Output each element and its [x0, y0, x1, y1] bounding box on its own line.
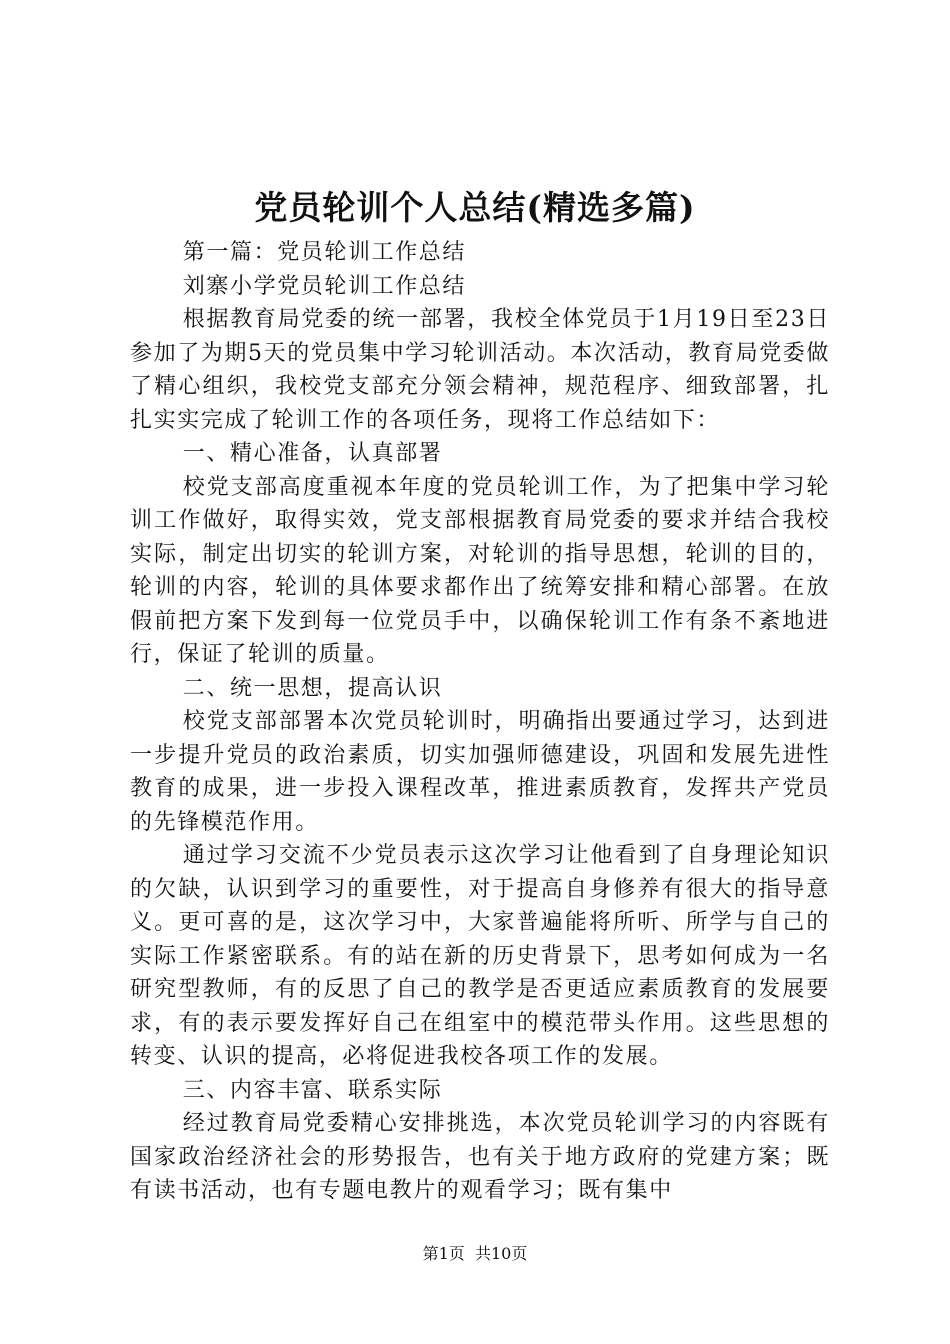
- section-heading: 一、精心准备，认真部署: [182, 441, 443, 466]
- paragraph: 经过教育局党委精心安排挑选，本次党员轮训学习的内容既有国家政治经济社会的形势报告，也有关于地方政府的党建方案；既有读书活动，也有专题电教片的观看学习；既有集中: [130, 1111, 830, 1203]
- page-total: 共10页: [474, 1244, 528, 1263]
- document-title: 党员轮训个人总结(精选多篇): [254, 188, 696, 227]
- document-body: [130, 236, 830, 1208]
- paragraph: 校党支部部署本次党员轮训时，明确指出要通过学习，达到进一步提升党员的政治素质，切实加强师德建设，巩固和发展先进性教育的成果，进一步投入课程改革，推进素质教育，发挥共产党员的先锋模范作用。: [130, 709, 830, 835]
- paragraph: 校党支部高度重视本年度的党员轮训工作，为了把集中学习轮训工作做好，取得实效，党支部根据教育局党委的要求并结合我校实际，制定出切实的轮训方案，对轮训的指导思想，轮训的目的，轮训的内容，轮训的具体要求都作出了统筹安排和精心部署。在放假前把方案下发到每一位党员手中，以确保轮训工作有条不紊地进行，保证了轮训的质量。: [130, 474, 830, 667]
- section-heading: 二、统一思想，提高认识: [182, 675, 443, 701]
- section-heading: 第一篇：党员轮训工作总结: [182, 240, 466, 265]
- section-heading: 三、内容丰富、联系实际: [182, 1077, 443, 1103]
- paragraph: 通过学习交流不少党员表示这次学习让他看到了自身理论知识的欠缺，认识到学习的重要性，对于提高自身修养有很大的指导意义。更可喜的是，这次学习中，大家普遍能将所听、所学与自己的实际工作紧密联系。有的站在新的历史背景下，思考如何成为一名研究型教师，有的反思了自己的教学是否更适应素质教育的发展要求，有的表示要发挥好自己在组室中的模范带头作用。这些思想的转变、认识的提高，必将促进我校各项工作的发展。: [130, 843, 830, 1069]
- paragraph: 根据教育局党委的统一部署，我校全体党员于1月19日至23日参加了为期5天的党员集中学习轮训活动。本次活动，教育局党委做了精心组织，我校党支部充分领会精神，规范程序、细致部署，扎扎实实完成了轮训工作的各项任务，现将工作总结如下：: [130, 307, 830, 433]
- page-footer: [0, 1242, 950, 1266]
- page-number: 第1页: [422, 1244, 465, 1263]
- sub-title: 刘寨小学党员轮训工作总结: [182, 273, 466, 299]
